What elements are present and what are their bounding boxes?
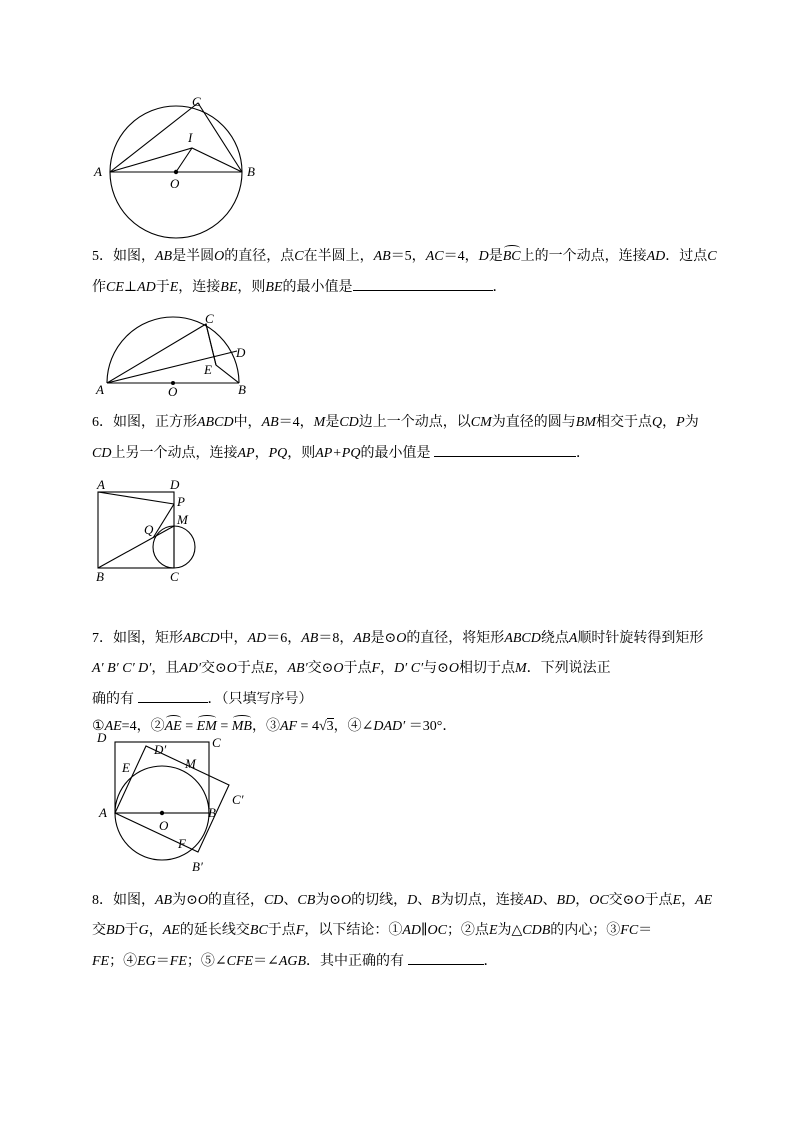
q6-text: 相交于点 [596, 415, 653, 430]
q8-text: 、 [542, 893, 557, 908]
q7-text: 如图，矩形 [113, 631, 183, 646]
q7-var: DAD′ [373, 719, 406, 734]
label-O: O [168, 384, 178, 399]
q6-var: CM [470, 415, 492, 430]
q6-text: 如图，正方形 [113, 415, 197, 430]
q7-var: AF [279, 719, 298, 734]
q6-var: AP+PQ [315, 446, 361, 461]
q6-var: Q [652, 415, 663, 430]
label-I: I [188, 130, 193, 145]
q7-arc-AE: AE [164, 719, 182, 734]
q5-text: ＝5， [390, 249, 426, 264]
q6-text: 的最小值是 [360, 446, 431, 461]
q8-var: AE [695, 893, 713, 908]
q7-text: 中， [219, 631, 248, 646]
q5-text: 如图， [113, 249, 155, 264]
label-E: E [204, 362, 212, 377]
q5-var: BE [265, 280, 283, 295]
q7-var: O [448, 661, 459, 676]
q7-text: 于点 [236, 661, 265, 676]
q8-var: AE [162, 923, 180, 938]
q7-text: ，且 [151, 661, 180, 676]
figure-q4-circle-incenter [90, 90, 260, 240]
q7-text: 交⊙ [307, 661, 334, 676]
q8-var: CB [297, 893, 316, 908]
label-Q: Q [144, 522, 154, 537]
q8-var: CFE [226, 954, 254, 969]
q8-var: AGB [278, 954, 307, 969]
q8-var: D [407, 893, 418, 908]
label-B: B [208, 805, 216, 820]
q8-text: 如图， [113, 893, 155, 908]
figure-q7-rotated-rectangle [92, 728, 262, 878]
label-F: F [178, 836, 186, 851]
q6-text: ． [575, 446, 590, 461]
q8-text: 、 [283, 893, 298, 908]
q6-var: AP [237, 446, 255, 461]
q8-text: ， [681, 893, 696, 908]
q5-text: 的直径，点 [224, 249, 295, 264]
q8-text: ＝∠ [253, 954, 279, 969]
q6-text: ， [662, 415, 677, 430]
q6-var: CD [92, 446, 112, 461]
q8-var: CD [263, 893, 284, 908]
q7-text: 的直径，将矩形 [406, 631, 505, 646]
q7-line-1 [92, 630, 703, 648]
q7-var: O [333, 661, 344, 676]
q8-var: FE [92, 954, 110, 969]
q7-text: ＝6， [266, 631, 302, 646]
q7-var: AB [301, 631, 319, 646]
q5-var: AB [155, 249, 173, 264]
q8-text: 的切线， [351, 893, 408, 908]
q6-number: 6． [92, 415, 113, 430]
q6-text: 上另一个动点，连接 [111, 446, 238, 461]
q7-text: 确的有 [92, 692, 134, 707]
q7-arc-EM: EM [196, 719, 217, 734]
q7-text: 交⊙ [201, 661, 227, 676]
q7-var: AD [247, 631, 267, 646]
q7-text: ＝8， [318, 631, 354, 646]
q6-text: 为 [684, 415, 699, 430]
q8-var: AD∥OC [402, 923, 447, 938]
label-D: D [236, 345, 246, 360]
q5-text: ⊥ [123, 280, 138, 295]
q8-line-2 [92, 922, 652, 940]
label-D: D [97, 730, 107, 745]
q5-text: 是半圆 [172, 249, 215, 264]
q8-text: ， [575, 893, 590, 908]
q6-text: ， [254, 446, 269, 461]
q5-text: ． [492, 280, 507, 295]
label-C-prime: C′ [232, 792, 244, 807]
q7-var: M [515, 661, 527, 676]
q8-line-3 [92, 952, 498, 971]
label-C: C [192, 94, 201, 109]
q7-circle-num: ③ [265, 719, 280, 734]
q7-var: O [226, 661, 237, 676]
q6-var: PQ [268, 446, 288, 461]
q6-text: 边上一个动点，以 [358, 415, 471, 430]
q8-line-1 [92, 892, 712, 910]
q7-text: 是⊙ [370, 631, 397, 646]
figure-q5-semicircle [92, 310, 262, 400]
q8-text: 的直径， [207, 893, 264, 908]
q5-var: E [169, 280, 179, 295]
q7-text: 相切于点 [459, 661, 515, 676]
q5-line-2 [92, 278, 507, 297]
q8-text: 交 [92, 923, 106, 938]
q6-var: AB [261, 415, 279, 430]
q5-answer-blank[interactable] [353, 278, 493, 291]
q7-text: = [216, 719, 232, 734]
q5-text: ，则 [237, 280, 266, 295]
q8-text: 、 [417, 893, 432, 908]
q7-var: A′ B′ C′ D′ [92, 661, 152, 676]
q8-text: 于 [124, 923, 139, 938]
q5-var: AB [373, 249, 391, 264]
q6-text: 中， [233, 415, 262, 430]
q8-text: ＝ [155, 954, 170, 969]
q7-circle-num: ② [150, 719, 165, 734]
q7-answer-blank[interactable] [138, 690, 208, 703]
q7-text: 于点 [343, 661, 372, 676]
q8-var: O [341, 893, 352, 908]
q8-text: 为⊙ [315, 893, 342, 908]
q6-text: ＝4， [278, 415, 314, 430]
q7-text: ．下列说法正 [526, 661, 611, 676]
q8-text: ， [148, 923, 163, 938]
label-B: B [247, 164, 255, 179]
q6-var: CD [339, 415, 359, 430]
q7-var: F [371, 661, 381, 676]
q8-text: 为⊙ [172, 893, 198, 908]
q7-var: ABCD [504, 631, 541, 646]
label-C: C [170, 569, 179, 584]
q7-var: AB′ [287, 661, 308, 676]
q7-var: ABCD [183, 631, 220, 646]
q8-var: FE [169, 954, 187, 969]
q5-arc-BC: BC [502, 249, 521, 264]
q8-var: BD [556, 893, 576, 908]
label-A: A [99, 805, 107, 820]
q5-var: BE [220, 280, 238, 295]
label-A: A [94, 164, 102, 179]
label-O: O [159, 818, 169, 833]
q7-var: D′ C′ [394, 661, 424, 676]
q7-var: E [264, 661, 274, 676]
q8-text: 的内心；③ [550, 923, 621, 938]
q8-text: ，以下结论：① [304, 923, 403, 938]
q5-var: O [214, 249, 225, 264]
q8-var: O [634, 893, 645, 908]
q8-text: ；②点 [446, 923, 489, 938]
q6-text: 为直径的圆与 [491, 415, 576, 430]
q6-text: 是 [325, 415, 340, 430]
q5-var: CE [106, 280, 124, 295]
q8-text: 为△ [497, 923, 523, 938]
q7-var: O [396, 631, 407, 646]
q8-text: ；⑤∠ [186, 954, 227, 969]
q7-text: 顺时针旋转得到矩形 [577, 631, 704, 646]
q8-var: CDB [522, 923, 551, 938]
q5-var: C [294, 249, 304, 264]
q8-var: BD [106, 923, 125, 938]
q8-text: ．其中正确的有 [306, 954, 405, 969]
q6-var: M [313, 415, 326, 430]
sqrt-radicand: 3 [326, 719, 334, 734]
q8-var: F [295, 923, 305, 938]
label-A: A [96, 382, 104, 397]
label-E: E [122, 760, 130, 775]
q8-text: 于点 [644, 893, 673, 908]
q8-var: AD [523, 893, 543, 908]
label-D-prime: D′ [154, 742, 167, 757]
q7-text: ， [380, 661, 395, 676]
label-C: C [212, 735, 221, 750]
q8-var: EG [137, 954, 156, 969]
q5-text: 的最小值是 [282, 280, 353, 295]
q5-text: 作 [92, 280, 106, 295]
q8-number: 8． [92, 893, 113, 908]
label-M: M [185, 756, 196, 771]
q5-text: ＝4， [443, 249, 479, 264]
q7-var: A [568, 631, 578, 646]
q7-text: ， [333, 719, 348, 734]
label-O: O [170, 176, 180, 191]
q7-text: ∠ [361, 719, 374, 734]
q6-var: BM [575, 415, 597, 430]
q8-var: AB [155, 893, 173, 908]
q7-line-2 [92, 660, 611, 678]
q5-var: AD [137, 280, 156, 295]
q7-text: ， [251, 719, 266, 734]
q8-var: FC [620, 923, 639, 938]
label-C: C [205, 311, 214, 326]
q8-text: 的延长线交 [179, 923, 250, 938]
q6-text: ，则 [287, 446, 316, 461]
q8-var: BC [249, 923, 268, 938]
q8-text: ＝ [638, 923, 653, 938]
q7-text: =4， [121, 719, 151, 734]
q7-var: AE [104, 719, 122, 734]
q5-line-1 [92, 248, 717, 266]
label-B: B [238, 382, 246, 397]
q8-var: E [672, 893, 682, 908]
q6-line-1 [92, 414, 699, 432]
q5-text: ．过点 [665, 249, 708, 264]
q5-text: 在半圆上， [303, 249, 374, 264]
q5-var: AD [646, 249, 666, 264]
q6-var: ABCD [197, 415, 234, 430]
q7-var: AD′ [179, 661, 202, 676]
q7-line-3 [92, 690, 313, 709]
q7-text: = [181, 719, 197, 734]
q7-arc-MB: MB [231, 719, 252, 734]
q8-var: O [197, 893, 208, 908]
q7-text: ．（只填写序号） [207, 692, 313, 707]
q5-number: 5． [92, 249, 113, 264]
label-M: M [177, 512, 188, 527]
q8-text: ；④ [109, 954, 138, 969]
q5-text: 上的一个动点，连接 [520, 249, 647, 264]
q8-text: 于点 [267, 923, 296, 938]
q8-answer-blank[interactable] [408, 952, 484, 965]
q8-var: G [138, 923, 149, 938]
q5-var: C [707, 249, 717, 264]
q8-text: 交⊙ [608, 893, 635, 908]
q7-circle-num: ① [92, 719, 105, 734]
q5-text: ，连接 [178, 280, 221, 295]
q5-text: 于 [155, 280, 170, 295]
figure-q6-square [90, 476, 210, 586]
label-B-prime: B′ [192, 859, 203, 874]
q5-var: AC [425, 249, 444, 264]
label-A: A [97, 477, 105, 492]
q7-circle-num: ④ [347, 719, 362, 734]
label-B: B [96, 569, 104, 584]
q7-text: ， [273, 661, 288, 676]
q7-text: ＝30°． [405, 719, 457, 734]
q5-text: 是 [488, 249, 503, 264]
q8-text: ． [483, 954, 498, 969]
q8-var: E [488, 923, 498, 938]
q7-var: AB [353, 631, 371, 646]
q7-text: = 4 [297, 719, 319, 734]
q6-line-2 [92, 444, 590, 463]
q8-var: B [431, 893, 440, 908]
q8-var: OC [589, 893, 609, 908]
q8-text: 为切点，连接 [439, 893, 524, 908]
label-D: D [170, 477, 180, 492]
q7-text: 绕点 [540, 631, 569, 646]
q6-answer-blank[interactable] [434, 444, 576, 457]
q6-var: P [676, 415, 685, 430]
sqrt-sign: √ [318, 719, 327, 734]
label-P: P [177, 494, 185, 509]
q5-var: D [478, 249, 489, 264]
q7-text: 与⊙ [423, 661, 449, 676]
q7-number: 7． [92, 631, 113, 646]
